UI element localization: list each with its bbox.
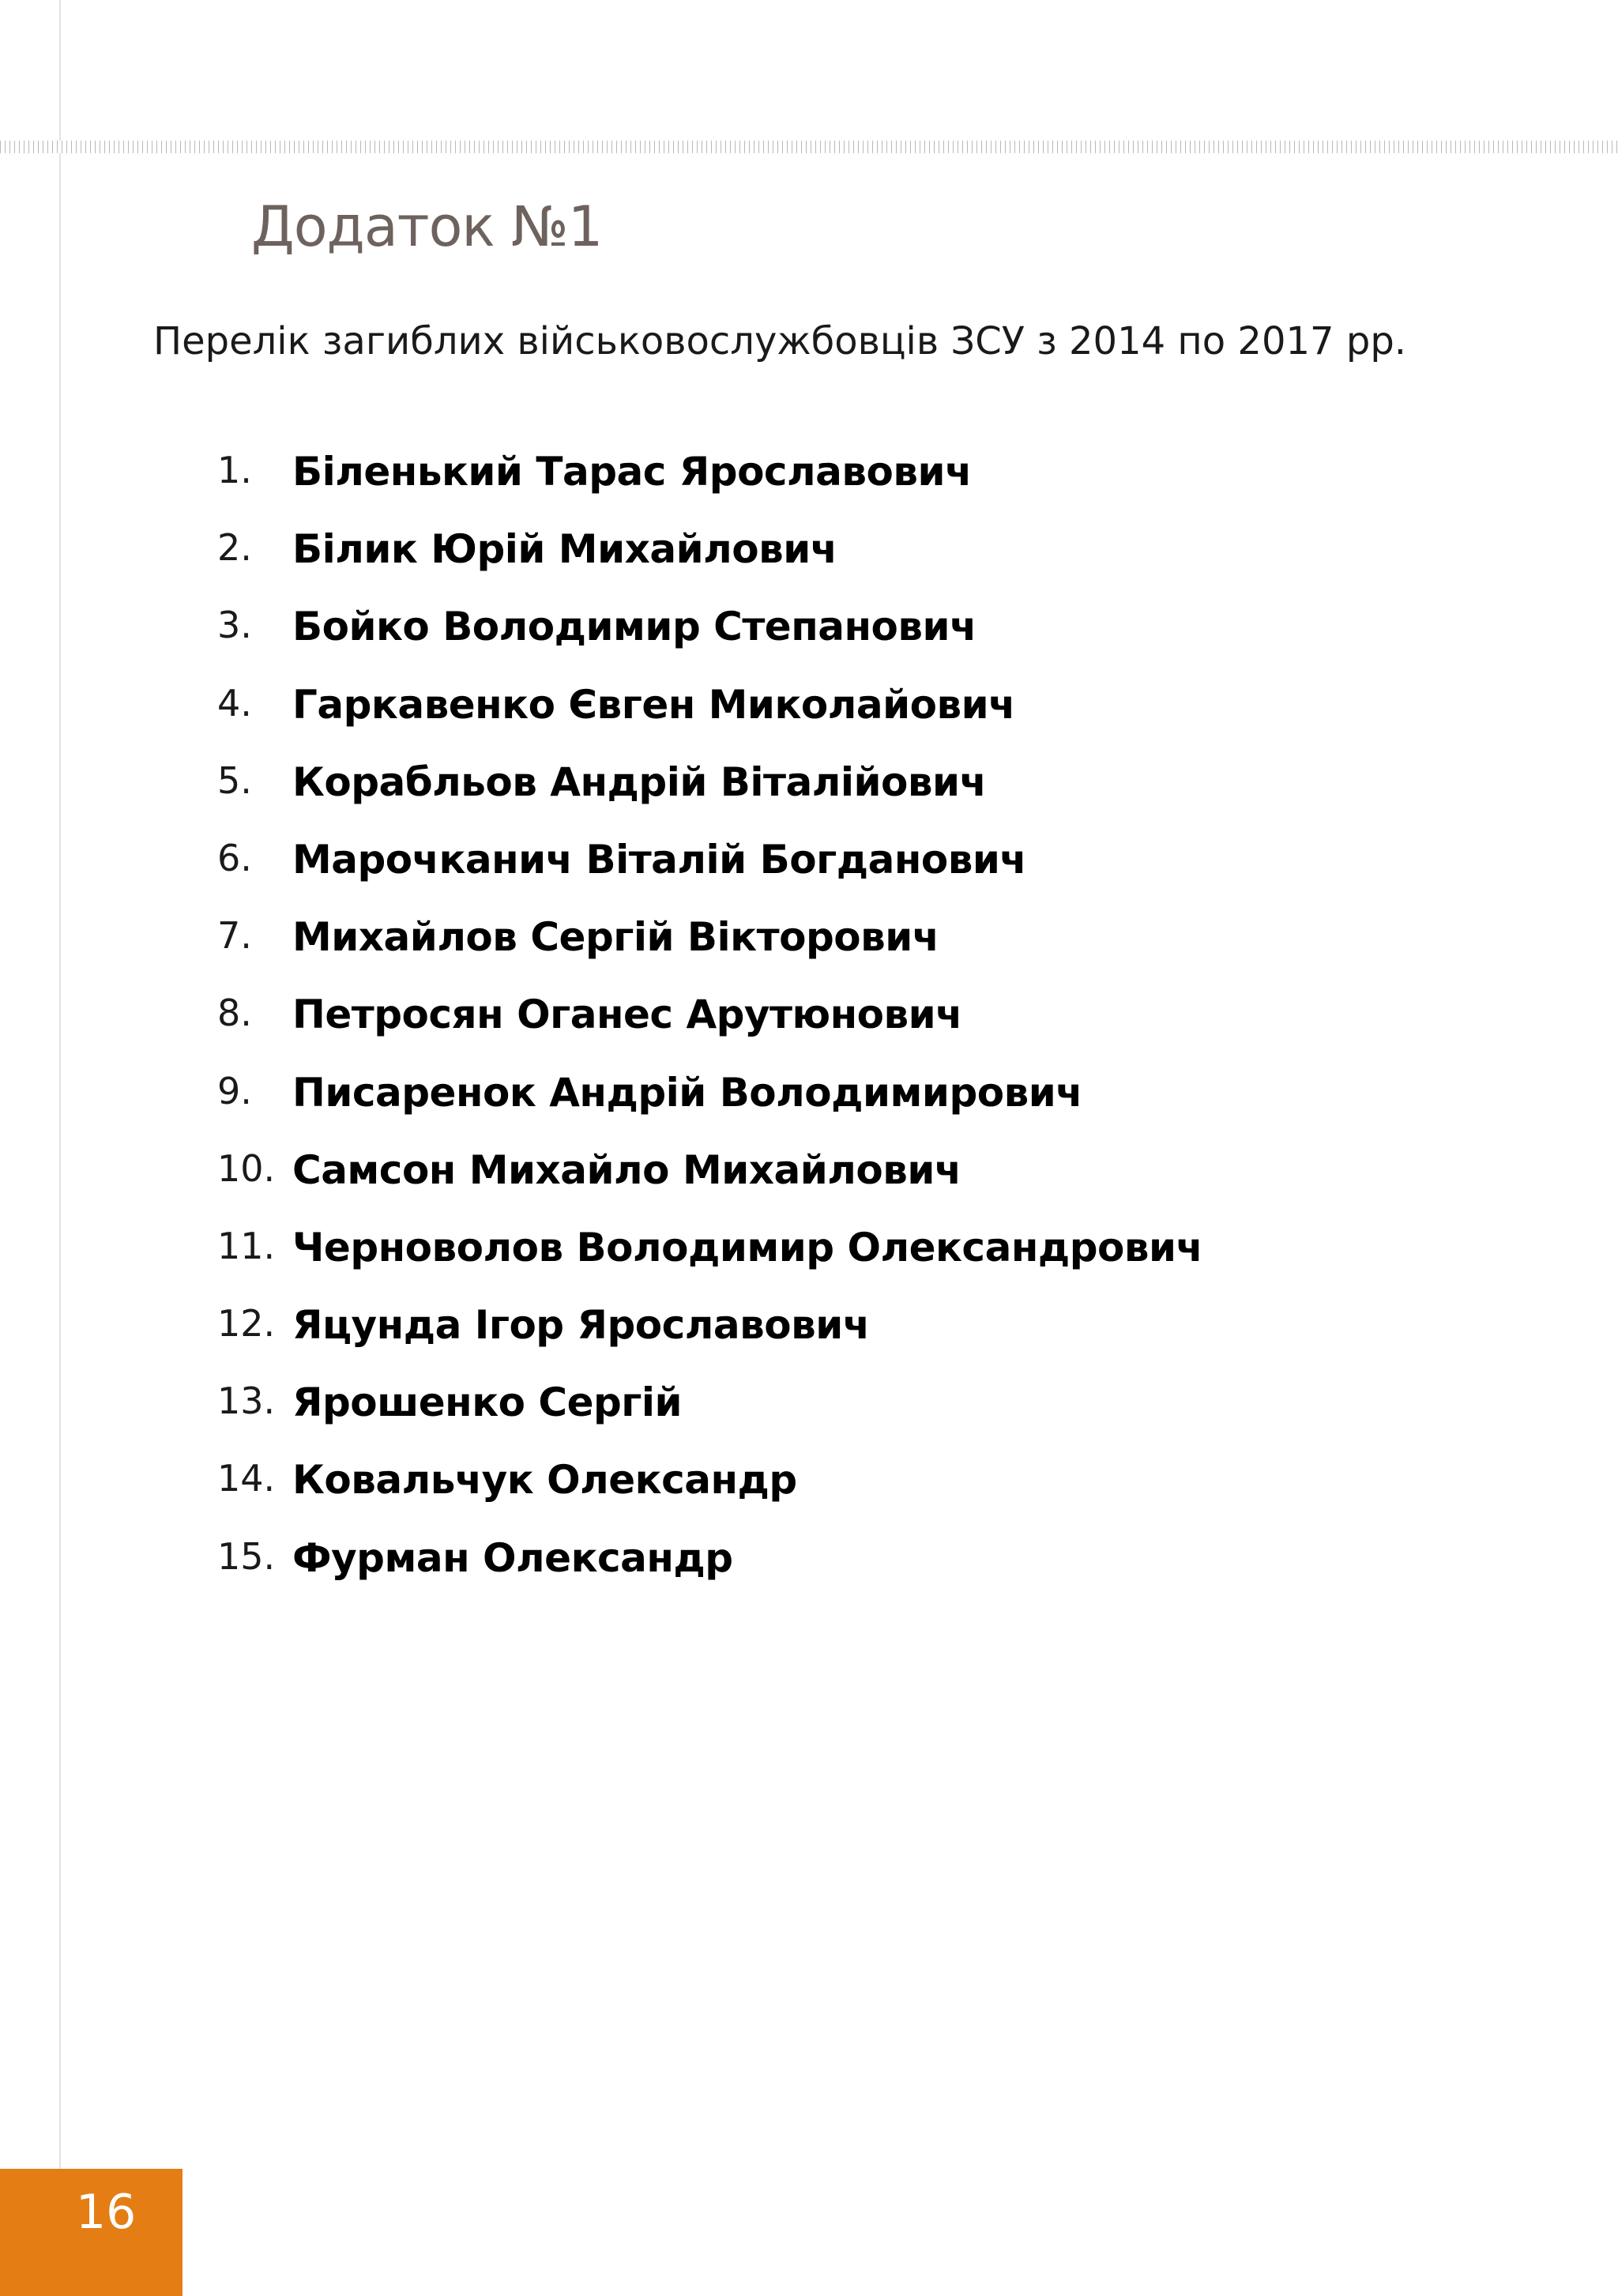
item-number: 8. [217,992,252,1035]
list-item [217,914,1202,992]
list-item [217,1302,1202,1379]
item-name: Гаркавенко Євген Миколайович [292,681,1016,728]
item-name: Марочканич Віталій Богданович [292,836,1027,883]
item-name: Корабльов Андрій Віталійович [292,758,987,805]
list-item [217,682,1202,759]
list-item [217,604,1202,681]
item-number: 14. [217,1457,276,1500]
list-item [217,759,1202,837]
item-number: 10. [217,1146,276,1190]
margin-line [59,0,61,2296]
item-number: 7. [217,914,252,958]
item-name: Ярошенко Сергій [292,1379,683,1426]
item-number: 2. [217,526,252,570]
page-number: 16 [76,2185,137,2240]
list-intro: Перелік загиблих військовослужбовців ЗСУ з 2014 по 2017 рр. [153,319,1407,363]
item-number: 11. [217,1224,276,1267]
list-item [217,837,1202,914]
item-name: Ковальчук Олександр [292,1457,797,1504]
item-number: 5. [217,758,252,802]
list-item [217,526,1202,604]
appendix-title: Додаток №1 [251,194,603,259]
item-number: 3. [217,604,252,647]
item-number: 9. [217,1069,252,1112]
item-name: Самсон Михайло Михайлович [292,1146,961,1193]
item-name: Бойко Володимир Степанович [292,604,976,650]
list-item [217,1070,1202,1147]
item-name: Фурман Олександр [292,1534,733,1581]
list-item [217,1457,1202,1534]
item-name: Біленький Тарас Ярославович [292,449,972,495]
list-item [217,1225,1202,1302]
item-name: Білик Юрій Михайлович [292,526,837,573]
item-name: Писаренок Андрій Володимирович [292,1069,1083,1116]
list-item [217,992,1202,1069]
list-item [217,449,1202,526]
item-name: Петросян Оганес Арутюнович [292,992,963,1038]
ruler-divider [0,141,1618,153]
item-name: Черноволов Володимир Олександрович [292,1224,1203,1270]
item-name: Михайлов Сергій Вікторович [292,914,939,961]
list-item [217,1147,1202,1225]
item-number: 1. [217,449,252,491]
item-number: 12. [217,1302,276,1346]
item-number: 4. [217,681,252,725]
list-item [217,1535,1202,1613]
item-name: Яцунда Ігор Ярославович [292,1302,870,1349]
servicemen-list [217,449,1202,1613]
item-number: 15. [217,1534,276,1578]
item-number: 13. [217,1379,276,1423]
list-item [217,1379,1202,1457]
item-number: 6. [217,836,252,879]
